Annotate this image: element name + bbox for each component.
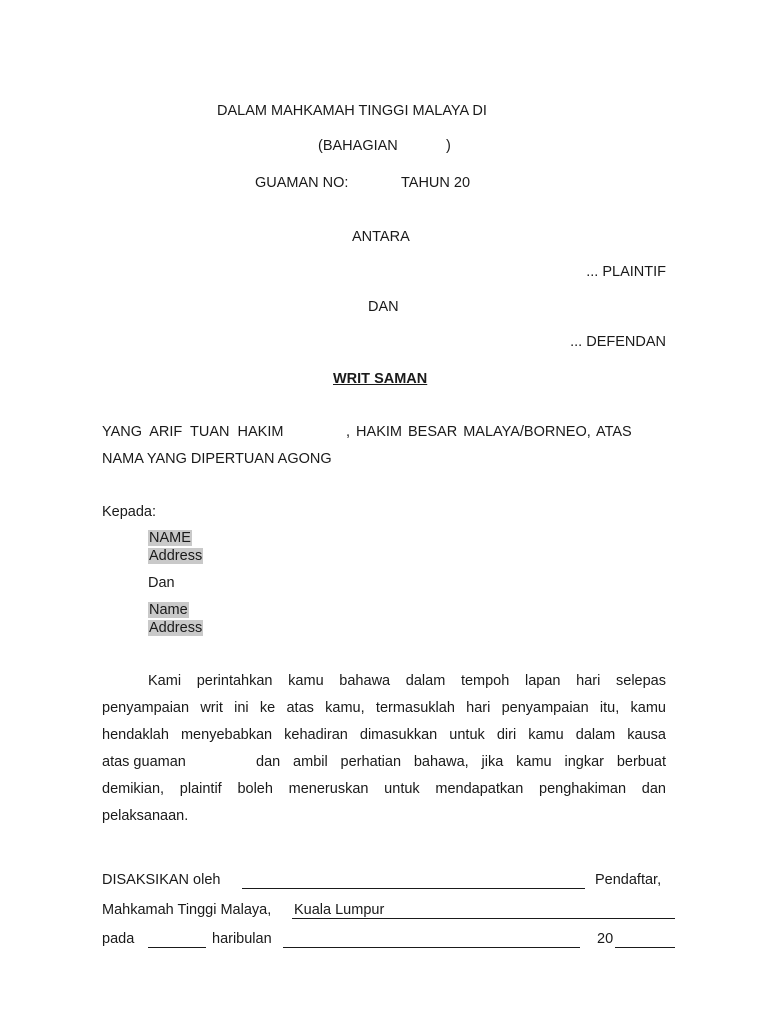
address-judge-label: YANG ARIF TUAN HAKIM (102, 424, 284, 440)
body-line-1-text: Kami perintahkan kamu bahawa dalam tempoh lapan hari selepas (148, 673, 666, 689)
first-recipient-address (148, 547, 203, 565)
body-line-1 (148, 672, 666, 690)
body-line-2 (102, 699, 666, 717)
court-name-label: Mahkamah Tinggi Malaya, (102, 902, 272, 918)
to-label: Kepada: (102, 504, 157, 520)
day-blank-line (148, 947, 206, 948)
location-value: Kuala Lumpur (294, 902, 385, 918)
day-of-label: haribulan (212, 931, 272, 947)
body-line-6: pelaksanaan. (102, 808, 189, 824)
location-line (292, 918, 675, 919)
body-line-4b-text: dan ambil perhatian bahawa, jika kamu ingkar berbuat (256, 754, 666, 770)
body-line-2-text: penyampaian writ ini ke atas kamu, termasuklah hari penyampaian itu, kamu (102, 700, 666, 716)
witnessed-by-label: DISAKSIKAN oleh (102, 872, 221, 888)
and-label: DAN (368, 299, 399, 315)
division-close: ) (446, 138, 451, 154)
plaintiff-label: ... PLAINTIF (586, 264, 666, 280)
body-line-3-text: hendaklah menyebabkan kehadiran dimasukkan untuk diri kamu dalam kausa (102, 727, 666, 743)
second-recipient-name-text: Name (149, 602, 188, 618)
on-label: pada (102, 931, 135, 947)
second-recipient-address (148, 619, 203, 637)
registrar-label: Pendaftar, (595, 872, 662, 888)
year-blank-line (615, 947, 675, 948)
recipient-connector: Dan (148, 575, 175, 591)
between-label: ANTARA (352, 229, 410, 245)
year-label: TAHUN 20 (401, 175, 471, 191)
second-recipient-name (148, 601, 189, 619)
year-prefix-label: 20 (597, 931, 614, 947)
body-line-5-text: demikian, plaintif boleh meneruskan untuk mendapatkan penghakiman dan (102, 781, 666, 797)
body-line-4b (256, 753, 666, 771)
body-line-5 (102, 780, 666, 798)
defendant-label: ... DEFENDAN (570, 334, 666, 350)
witness-blank-line (242, 888, 585, 889)
case-number-label: GUAMAN NO: (255, 175, 349, 191)
body-line-3 (102, 726, 666, 744)
document-title: WRIT SAMAN (333, 371, 428, 387)
second-recipient-address-text: Address (149, 620, 203, 636)
first-recipient-address-text: Address (149, 548, 203, 564)
address-judge-title: , HAKIM BESAR MALAYA/BORNEO, ATAS (346, 424, 632, 440)
address-agong-line: NAMA YANG DIPERTUAN AGONG (102, 451, 332, 467)
first-recipient-name-text: NAME (149, 530, 191, 546)
division-open: (BAHAGIAN (318, 138, 398, 154)
body-line-4a: atas guaman (102, 754, 186, 770)
first-recipient-name (148, 529, 192, 547)
court-heading: DALAM MAHKAMAH TINGGI MALAYA DI (217, 103, 487, 119)
month-blank-line (283, 947, 580, 948)
